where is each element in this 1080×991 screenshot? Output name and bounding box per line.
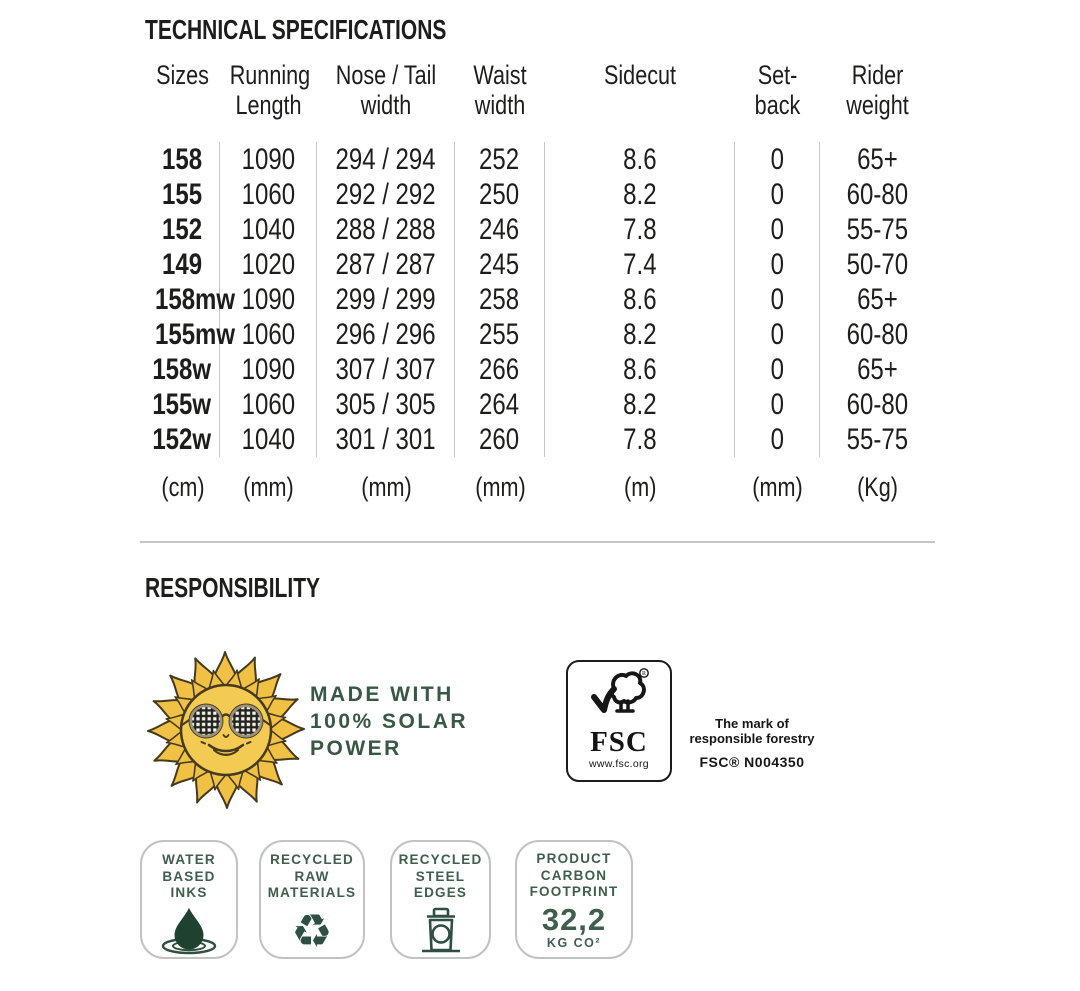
svg-text:R: R <box>641 671 647 678</box>
spec-cell-nose-tail: 287 / 287 <box>317 247 455 282</box>
spec-cell-waist: 245 <box>455 247 545 282</box>
section-divider <box>140 541 935 543</box>
spec-cell-size: 155 <box>145 177 220 212</box>
col-header-sizes: Sizes <box>156 60 209 90</box>
spec-cell-rider-weight: 65+ <box>857 353 898 386</box>
table-row <box>145 282 935 317</box>
water-drop-icon <box>142 907 236 955</box>
spec-cell-size: 155w <box>145 387 220 422</box>
spec-cell-waist: 264 <box>455 387 545 422</box>
col-header-running-length: Running Length <box>229 60 311 120</box>
spec-cell-running-length: 1090 <box>220 282 317 317</box>
spec-cell-setback: 0 <box>735 177 820 212</box>
recycle-arrows-icon: ♻ <box>291 903 333 958</box>
spec-cell-running-length: 1060 <box>220 317 317 352</box>
fsc-tagline-line-2: responsible forestry <box>689 731 815 746</box>
table-row <box>145 142 935 177</box>
spec-cell-size: 155mw <box>145 317 220 352</box>
spec-cell-rider-weight: 65+ <box>857 143 898 176</box>
spec-cell-setback: 0 <box>735 352 820 387</box>
spec-cell-nose-tail: 292 / 292 <box>317 177 455 212</box>
col-header-sidecut: Sidecut <box>603 60 677 90</box>
unit-label: (Kg) <box>857 472 898 502</box>
spec-cell-running-length: 1060 <box>220 387 317 422</box>
col-header-nose-tail-width: Nose / Tail width <box>335 60 437 120</box>
responsibility-title: RESPONSIBILITY <box>145 572 321 603</box>
table-row <box>145 247 935 282</box>
spec-cell-running-length: 1040 <box>220 212 317 247</box>
fsc-tree-icon <box>588 667 650 723</box>
unit-label: (mm) <box>360 472 412 502</box>
spec-cell-size: 158w <box>145 352 220 387</box>
spec-cell-waist: 252 <box>455 142 545 177</box>
spec-cell-size: 152w <box>145 422 220 457</box>
carbon-footprint-value: 32,2 <box>541 901 607 937</box>
spec-cell-sidecut: 8.6 <box>545 142 735 177</box>
spec-cell-sidecut: 8.2 <box>545 177 735 212</box>
spec-cell-running-length: 1090 <box>220 352 317 387</box>
spec-table-body <box>145 142 935 457</box>
spec-cell-running-length: 1040 <box>220 422 317 457</box>
spec-cell-setback: 0 <box>735 422 820 457</box>
spec-cell-rider-weight: 60-80 <box>846 178 909 211</box>
recycle-bin-icon <box>392 907 489 957</box>
spec-cell-waist: 246 <box>455 212 545 247</box>
spec-cell-setback: 0 <box>735 247 820 282</box>
spec-cell-nose-tail: 288 / 288 <box>317 212 455 247</box>
table-row <box>145 212 935 247</box>
table-row <box>145 352 935 387</box>
badge-carbon-footprint: PRODUCT CARBON FOOTPRINT 32,2 KG CO² <box>515 840 633 959</box>
spec-cell-size: 158 <box>145 142 220 177</box>
table-row <box>145 422 935 457</box>
spec-cell-size: 149 <box>145 247 220 282</box>
col-header-setback: Set- back <box>754 60 801 120</box>
spec-cell-sidecut: 7.8 <box>545 212 735 247</box>
spec-table-header <box>145 60 935 120</box>
spec-cell-rider-weight: 60-80 <box>846 318 909 351</box>
spec-cell-setback: 0 <box>735 317 820 352</box>
badge-recycled-raw-materials: RECYCLED RAW MATERIALS ♻ <box>259 840 365 959</box>
unit-label: (mm) <box>752 472 803 502</box>
fsc-url: www.fsc.org <box>589 758 649 770</box>
fsc-label: FSC <box>590 726 648 758</box>
spec-cell-nose-tail: 296 / 296 <box>317 317 455 352</box>
page-title: TECHNICAL SPECIFICATIONS <box>145 14 447 45</box>
unit-label: (mm) <box>243 472 294 502</box>
solar-line-1: MADE WITH <box>310 683 454 706</box>
spec-cell-size: 158mw <box>145 282 220 317</box>
spec-cell-nose-tail: 299 / 299 <box>317 282 455 317</box>
col-header-waist-width: Waist width <box>473 60 527 120</box>
spec-cell-size: 152 <box>145 212 220 247</box>
table-row <box>145 177 935 212</box>
spec-cell-nose-tail: 301 / 301 <box>317 422 455 457</box>
spec-cell-sidecut: 8.6 <box>545 352 735 387</box>
badge-water-based-inks: WATER BASED INKS <box>140 840 238 959</box>
fsc-tagline-line-1: The mark of <box>715 716 789 731</box>
spec-cell-waist: 266 <box>455 352 545 387</box>
unit-label: (cm) <box>160 472 205 502</box>
carbon-footprint-unit: KG CO² <box>546 935 602 950</box>
spec-cell-running-length: 1090 <box>220 142 317 177</box>
spec-cell-rider-weight: 50-70 <box>846 248 909 281</box>
spec-cell-rider-weight: 55-75 <box>846 423 909 456</box>
spec-cell-nose-tail: 294 / 294 <box>317 142 455 177</box>
spec-cell-waist: 255 <box>455 317 545 352</box>
solar-power-text <box>310 681 468 762</box>
spec-cell-nose-tail: 305 / 305 <box>317 387 455 422</box>
spec-cell-setback: 0 <box>735 142 820 177</box>
col-header-rider-weight: Rider weight <box>846 60 909 120</box>
spec-cell-setback: 0 <box>735 212 820 247</box>
table-row <box>145 317 935 352</box>
spec-cell-sidecut: 7.8 <box>545 422 735 457</box>
solar-line-3: POWER <box>310 737 402 760</box>
fsc-license: FSC® N004350 <box>699 754 805 770</box>
spec-cell-running-length: 1060 <box>220 177 317 212</box>
spec-cell-setback: 0 <box>735 282 820 317</box>
spec-cell-rider-weight: 65+ <box>857 283 898 316</box>
spec-cell-sidecut: 7.4 <box>545 247 735 282</box>
unit-label: (m) <box>623 472 657 502</box>
spec-cell-nose-tail: 307 / 307 <box>317 352 455 387</box>
spec-cell-sidecut: 8.2 <box>545 387 735 422</box>
fsc-logo <box>566 660 672 782</box>
spec-cell-waist: 250 <box>455 177 545 212</box>
spec-cell-rider-weight: 60-80 <box>846 388 909 421</box>
badge-recycled-steel-edges: RECYCLED STEEL EDGES <box>390 840 491 959</box>
spec-cell-sidecut: 8.2 <box>545 317 735 352</box>
fsc-tagline <box>684 716 820 770</box>
spec-cell-waist: 260 <box>455 422 545 457</box>
solar-line-2: 100% SOLAR <box>310 710 469 733</box>
table-row <box>145 387 935 422</box>
spec-cell-running-length: 1020 <box>220 247 317 282</box>
spec-cell-sidecut: 8.6 <box>545 282 735 317</box>
sun-with-sunglasses-icon <box>146 650 306 810</box>
spec-cell-setback: 0 <box>735 387 820 422</box>
unit-label: (mm) <box>474 472 526 502</box>
spec-cell-waist: 258 <box>455 282 545 317</box>
spec-cell-rider-weight: 55-75 <box>846 213 909 246</box>
units-row <box>145 470 935 505</box>
